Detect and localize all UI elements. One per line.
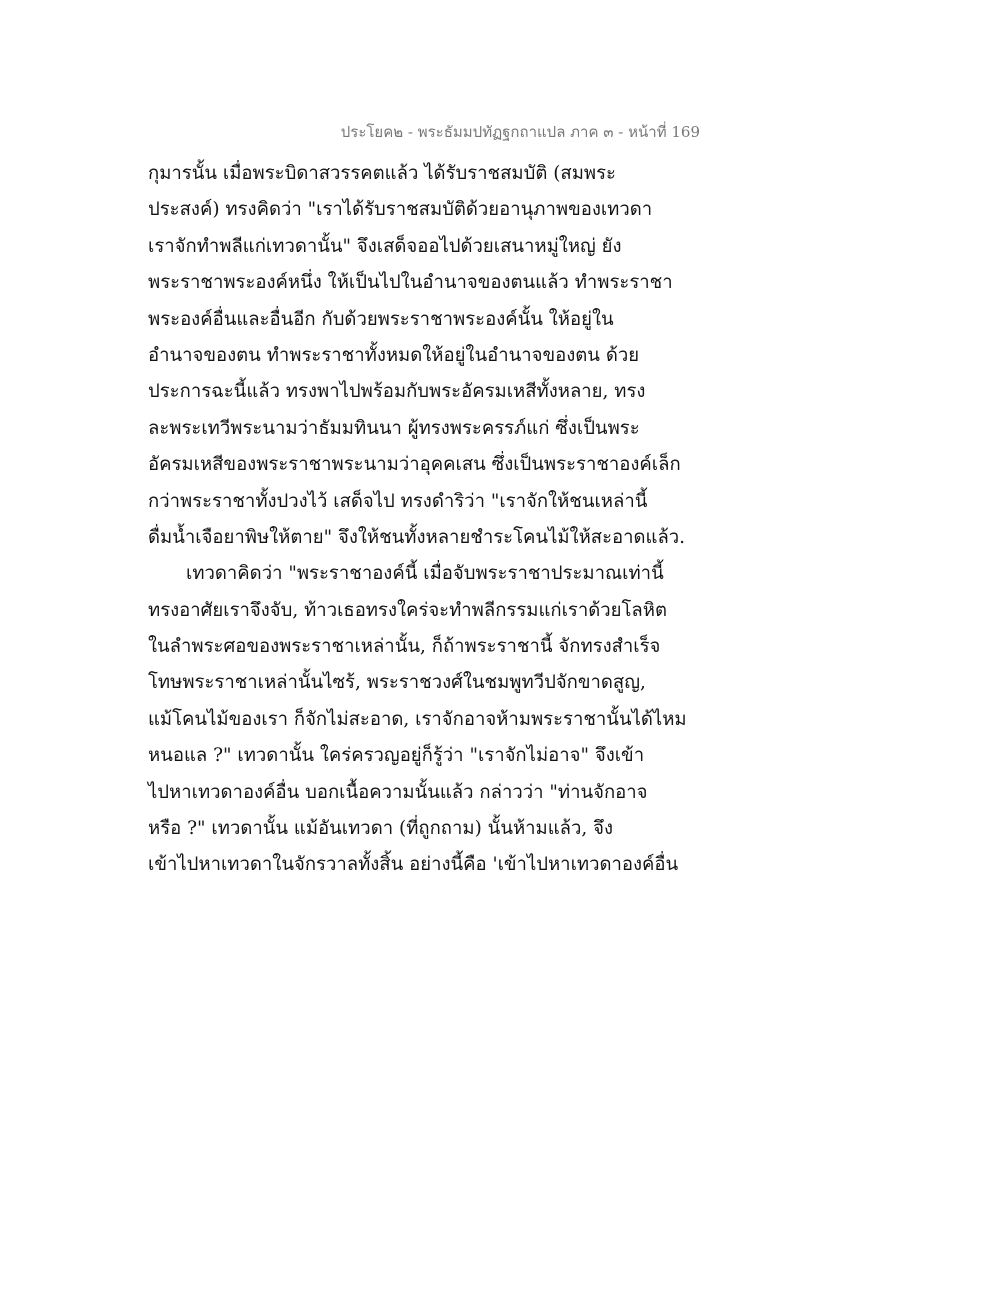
text-line: กว่าพระราชาทั้งปวงไว้ เสด็จไป ทรงดำริว่า "เราจักให้ชนเหล่านี้ [148,490,648,512]
text-line: อำนาจของตน ทำพระราชาทั้งหมดให้อยู่ในอำนาจของตน ด้วย [148,344,640,366]
text-line: ละพระเทวีพระนามว่าธัมมทินนา ผู้ทรงพระครรภ์แก่ ซึ่งเป็นพระ [148,417,640,439]
running-header: ประโยค๒ - พระธัมมปทัฏฐกถาแปล ภาค ๓ - หน้าที่ 169 [340,123,700,141]
text-line: แม้โคนไม้ของเรา ก็จักไม่สะอาด, เราจักอาจห้ามพระราชานั้นได้ไหม [148,708,687,730]
text-line: ดื่มน้ำเจือยาพิษให้ตาย" จึงให้ชนทั้งหลายชำระโคนไม้ให้สะอาดแล้ว. [148,526,686,548]
text-line: ประสงค์) ทรงคิดว่า "เราได้รับราชสมบัติด้วยอานุภาพของเทวดา [148,199,653,221]
text-line: หรือ ?" เทวดานั้น แม้อันเทวดา (ที่ถูกถาม) นั้นห้ามแล้ว, จึง [148,818,614,840]
text-line: เราจักทำพลีแก่เทวดานั้น" จึงเสด็จออไปด้วยเสนาหมู่ใหญ่ ยัง [148,235,622,257]
text-line: ไปหาเทวดาองค์อื่น บอกเนื้อความนั้นแล้ว กล่าวว่า "ท่านจักอาจ [148,781,648,803]
text-line: พระองค์อื่นและอื่นอีก กับด้วยพระราชาพระองค์นั้น ให้อยู่ใน [148,308,614,330]
text-line: ประการฉะนี้แล้ว ทรงพาไปพร้อมกับพระอัครมเหสีทั้งหลาย, ทรง [148,381,646,403]
text-line: พระราชาพระองค์หนึ่ง ให้เป็นไปในอำนาจของตนแล้ว ทำพระราชา [148,272,673,294]
text-line: โทษพระราชาเหล่านั้นไซร้, พระราชวงศ์ในชมพูทวีปจักขาดสูญ, [148,672,646,694]
text-line: กุมารนั้น เมื่อพระบิดาสวรรคตแล้ว ได้รับราชสมบัติ (สมพระ [148,163,616,184]
text-line: หนอแล ?" เทวดานั้น ใคร่ครวญอยู่ก็รู้ว่า "เราจักไม่อาจ" จึงเข้า [148,745,645,767]
paragraph-start-line: เทวดาคิดว่า "พระราชาองค์นี้ เมื่อจับพระราชาประมาณเท่านี้ [186,563,664,585]
text-line: ทรงอาศัยเราจึงจับ, ท้าวเธอทรงใคร่จะทำพลีกรรมแก่เราด้วยโลหิต [148,599,667,621]
body-text [148,156,708,884]
text-line: เข้าไปหาเทวดาในจักรวาลทั้งสิ้น อย่างนี้คือ 'เข้าไปหาเทวดาองค์อื่น [148,854,679,876]
text-line: ในลำพระศอของพระราชาเหล่านั้น, ก็ถ้าพระราชานี้ จักทรงสำเร็จ [148,636,661,658]
text-line: อัครมเหสีของพระราชาพระนามว่าอุคคเสน ซึ่งเป็นพระราชาองค์เล็ก [148,454,681,476]
